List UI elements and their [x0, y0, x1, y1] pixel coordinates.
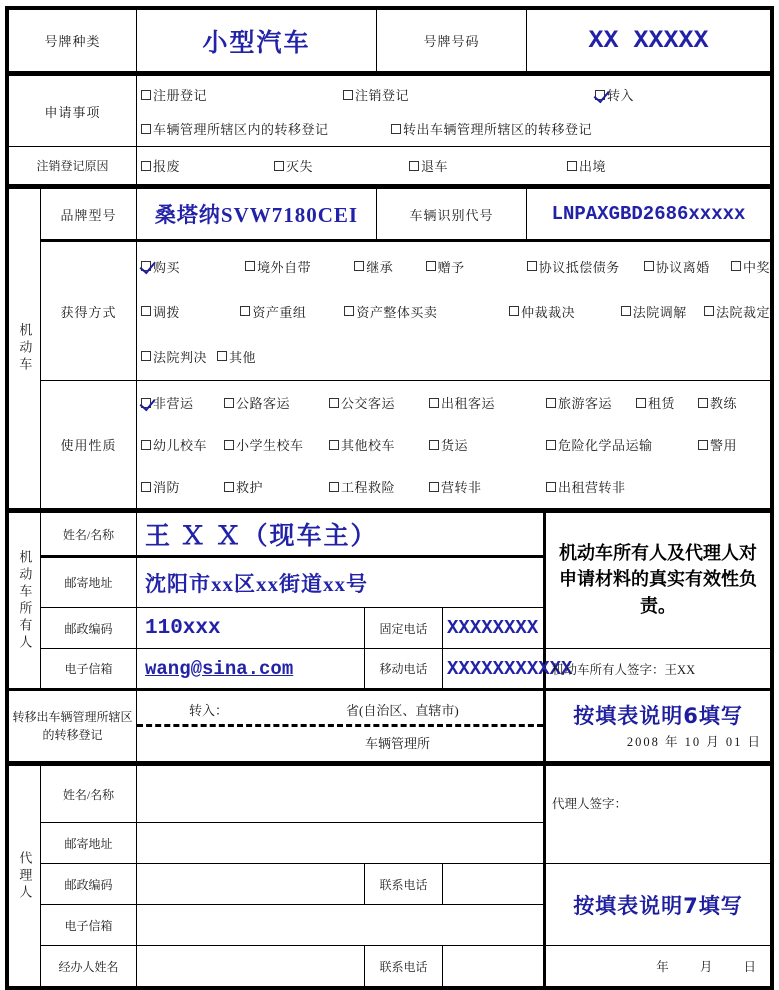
checkbox-box	[344, 306, 354, 316]
checkbox-rental[interactable]	[636, 393, 698, 412]
checkbox-asset-restructure[interactable]	[240, 302, 344, 321]
checkbox-label: 报废	[153, 159, 181, 174]
checkbox-label: 教练	[710, 396, 738, 411]
checkbox-non-operating[interactable]	[141, 393, 224, 412]
checkbox-label: 继承	[366, 259, 394, 275]
checkbox-label: 公路客运	[236, 396, 291, 411]
checkbox-register[interactable]	[141, 85, 343, 104]
checkbox-court-mediation[interactable]	[621, 302, 704, 321]
vin-cell[interactable]	[527, 189, 771, 241]
owner-address-cell[interactable]	[137, 557, 545, 608]
checkbox-label: 货运	[441, 438, 469, 453]
agent-side-label: 代理人	[17, 850, 33, 902]
agent-postcode-label: 邮政编码	[41, 864, 137, 905]
checkbox-debt-settlement[interactable]	[527, 257, 644, 276]
checkbox-label: 法院裁定	[715, 304, 770, 320]
checkbox-court-judgment[interactable]	[141, 347, 217, 366]
owner-side-label-cell	[9, 513, 41, 690]
checkbox-freight[interactable]	[429, 435, 546, 454]
checkbox-intra-transfer[interactable]	[141, 119, 391, 138]
checkbox-label: 出租营转非	[558, 480, 626, 495]
agent-address-label: 邮寄地址	[41, 823, 137, 864]
agent-name-label: 姓名/名称	[41, 766, 137, 823]
checkbox-box	[621, 306, 631, 316]
vehicle-side-label-cell	[9, 189, 41, 509]
owner-postcode-cell[interactable]	[137, 608, 365, 649]
checkbox-box	[429, 398, 439, 408]
checkbox-box	[329, 398, 339, 408]
checkbox-label: 仲裁裁决	[521, 304, 576, 320]
checkbox-box	[329, 440, 339, 450]
vehicle-side-label: 机动车	[17, 323, 33, 374]
checkbox-label: 公交客运	[341, 396, 396, 411]
checkbox-label: 车辆管理所辖区内的转移登记	[153, 122, 329, 137]
owner-postcode-label: 邮政编码	[41, 608, 137, 649]
checkbox-inherit[interactable]	[354, 257, 425, 276]
checkbox-box	[329, 482, 339, 492]
owner-address-label: 邮寄地址	[41, 557, 137, 608]
checkbox-taxi-passenger[interactable]	[429, 393, 546, 412]
owner-tel-label: 固定电话	[365, 608, 443, 649]
transfer-out-cell[interactable]	[137, 690, 545, 762]
owner-tel-cell[interactable]	[443, 608, 545, 649]
agent-handler-label: 经办人姓名	[41, 946, 137, 987]
checkbox-box	[141, 440, 151, 450]
checkbox-box	[274, 161, 284, 171]
date-year-unit: 年	[664, 735, 680, 749]
checkbox-highway-passenger[interactable]	[224, 393, 329, 412]
transfer-out-date	[546, 730, 770, 752]
checkbox-cancel[interactable]	[343, 85, 595, 104]
agent-note: 按填表说明7填写	[573, 893, 743, 918]
province-label: 省(自治区、直辖市)	[346, 703, 459, 718]
agent-side-label-cell	[9, 766, 41, 987]
owner-postcode-value: 110xxx	[145, 616, 221, 640]
owner-signature-cell[interactable]	[545, 649, 771, 690]
checkbox-label: 租赁	[648, 396, 676, 411]
checkbox-box	[527, 261, 537, 271]
checkbox-box	[391, 124, 401, 134]
plate-number-label: 号牌号码	[377, 10, 527, 72]
checkbox-label: 幼儿校车	[153, 438, 208, 453]
transfer-out-note: 按填表说明6填写	[573, 704, 743, 728]
agent-date	[546, 955, 770, 977]
agent-note-cell	[545, 864, 771, 946]
date-day: 01	[725, 735, 743, 749]
checkbox-label: 出境	[579, 159, 607, 174]
plate-number-cell[interactable]	[527, 10, 771, 72]
checkbox-box	[224, 440, 234, 450]
owner-email-label: 电子信箱	[41, 649, 137, 690]
checkbox-box	[429, 440, 439, 450]
owner-signature-value: 王XX	[664, 662, 696, 677]
checkbox-box	[698, 440, 708, 450]
checkbox-label: 购买	[153, 259, 181, 275]
owner-name-label: 姓名/名称	[41, 513, 137, 557]
checkbox-asset-sale[interactable]	[344, 302, 509, 321]
checkbox-divorce-agreement[interactable]	[644, 257, 731, 276]
transfer-in-label: 转入：	[189, 703, 229, 718]
checkbox-scrap[interactable]	[141, 156, 274, 175]
checkbox-box	[546, 440, 556, 450]
date-day-unit: 日	[747, 735, 762, 749]
agent-handler-phone-label: 联系电话	[365, 946, 443, 987]
owner-mobile-value: XXXXXXXXXXX	[447, 657, 573, 680]
checkbox-label: 工程救险	[341, 480, 396, 495]
checkbox-label: 协议离婚	[655, 259, 710, 275]
plate-block	[5, 6, 774, 75]
declaration-cell	[545, 513, 771, 649]
checkbox-label: 营转非	[441, 480, 482, 495]
plate-type-cell[interactable]	[137, 10, 377, 72]
agent-phone-label: 联系电话	[365, 864, 443, 905]
checkbox-tourism-passenger[interactable]	[546, 393, 636, 412]
checkbox-gift[interactable]	[426, 257, 527, 276]
application-label: 申请事项	[9, 76, 137, 147]
acquire-items-cell	[137, 241, 771, 381]
checkbox-operating-to-non[interactable]	[429, 477, 546, 496]
checkbox-label: 转出车辆管理所辖区的转移登记	[403, 122, 593, 137]
cancel-reason-items-cell	[137, 147, 771, 185]
agent-signature-cell[interactable]	[545, 766, 771, 864]
checkbox-label: 救护	[236, 480, 264, 495]
agent-address-cell[interactable]	[137, 823, 545, 864]
checkbox-hazardous-transport[interactable]	[546, 435, 698, 454]
checkbox-primary-school-bus[interactable]	[224, 435, 329, 454]
agent-date-cell	[545, 946, 771, 987]
acquire-label: 获得方式	[41, 241, 137, 381]
checkbox-label: 法院判决	[153, 349, 208, 365]
checkbox-box-checked	[595, 90, 605, 100]
checkbox-box	[141, 90, 151, 100]
checkbox-label: 危险化学品运输	[558, 438, 653, 453]
checkbox-other-acquire[interactable]	[217, 347, 256, 366]
vin-label: 车辆识别代号	[377, 189, 527, 241]
checkbox-label: 退车	[421, 159, 449, 174]
transfer-out-label: 转移出车辆管理所辖区的转移登记	[9, 690, 137, 762]
transfer-out-top	[137, 694, 543, 724]
owner-mobile-cell[interactable]	[443, 649, 573, 690]
brand-cell[interactable]	[137, 189, 377, 241]
checkbox-box	[567, 161, 577, 171]
checkbox-engineering-rescue[interactable]	[329, 477, 429, 496]
checkbox-box	[426, 261, 436, 271]
owner-address-value: 沈阳市xx区xx街道xx号	[145, 571, 368, 596]
checkbox-box	[141, 482, 151, 492]
owner-email-value: wang@sina.com	[145, 657, 294, 680]
owner-signature-label: 机动车所有人签字：	[552, 662, 665, 677]
checkbox-lottery[interactable]	[731, 257, 770, 276]
checkbox-transfer-in[interactable]	[595, 85, 634, 104]
checkbox-label: 协议抵偿债务	[538, 259, 620, 275]
agent-date-month-unit: 月	[699, 960, 715, 974]
checkbox-label: 消防	[153, 480, 181, 495]
checkbox-box	[731, 261, 741, 271]
checkbox-exit-country[interactable]	[567, 156, 606, 175]
checkbox-taxi-operating-to-non[interactable]	[546, 477, 626, 496]
checkbox-return[interactable]	[409, 156, 567, 175]
checkbox-label: 注销登记	[355, 88, 410, 103]
checkbox-label: 小学生校车	[236, 438, 304, 453]
plate-type-label: 号牌种类	[9, 10, 137, 72]
checkbox-label: 资产重组	[252, 304, 307, 320]
usage-label: 使用性质	[41, 381, 137, 509]
transfer-out-bottom	[137, 727, 543, 758]
checkbox-box	[636, 398, 646, 408]
agent-block	[5, 765, 774, 990]
checkbox-label: 其他	[229, 349, 257, 365]
checkbox-box	[644, 261, 654, 271]
owner-name-value: 王 Ｘ Ｘ（现车主）	[145, 523, 378, 550]
application-items-cell	[137, 76, 771, 147]
checkbox-label: 资产整体买卖	[356, 304, 438, 320]
checkbox-ambulance[interactable]	[224, 477, 329, 496]
owner-tel-value: XXXXXXXX	[447, 617, 539, 639]
checkbox-label: 中奖	[742, 259, 770, 275]
checkbox-other-school-bus[interactable]	[329, 435, 429, 454]
date-month: 10	[684, 735, 702, 749]
checkbox-label: 旅游客运	[558, 396, 613, 411]
agent-handler-phone-cell[interactable]	[443, 946, 545, 987]
checkbox-bus-passenger[interactable]	[329, 393, 429, 412]
checkbox-box	[141, 306, 151, 316]
brand-value: 桑塔纳SVW7180CEI	[154, 203, 359, 227]
checkbox-firefighting[interactable]	[141, 477, 224, 496]
vin-value: LNPAXGBD2686xxxxx	[551, 203, 746, 225]
checkbox-box	[224, 398, 234, 408]
checkbox-box	[429, 482, 439, 492]
agent-postcode-cell[interactable]	[137, 864, 365, 905]
checkbox-label: 非营运	[153, 396, 194, 411]
checkbox-box	[409, 161, 419, 171]
checkbox-kindergarten-bus[interactable]	[141, 435, 224, 454]
checkbox-brought-overseas[interactable]	[245, 257, 354, 276]
vehicle-office-label: 车辆管理所	[365, 736, 431, 751]
checkbox-box	[141, 161, 151, 171]
agent-handler-cell[interactable]	[137, 946, 365, 987]
checkbox-box	[141, 124, 151, 134]
date-month-unit: 月	[706, 735, 721, 749]
declaration-text: 机动车所有人及代理人对申请材料的真实有效性负责。	[559, 543, 758, 617]
agent-date-year-unit: 年	[656, 960, 671, 974]
agent-signature-label: 代理人签字：	[552, 797, 628, 811]
owner-email-cell[interactable]	[137, 649, 365, 690]
owner-signature-line	[546, 657, 770, 681]
checkbox-box-checked	[141, 261, 151, 271]
checkbox-box	[698, 398, 708, 408]
brand-label: 品牌型号	[41, 189, 137, 241]
vehicle-block	[5, 188, 774, 512]
checkbox-box	[217, 351, 227, 361]
checkbox-court-ruling[interactable]	[704, 302, 770, 321]
owner-name-cell[interactable]	[137, 513, 545, 557]
plate-number-value: XX XXXXX	[588, 26, 709, 55]
checkbox-label: 灭失	[286, 159, 314, 174]
owner-mobile-label: 移动电话	[365, 649, 443, 690]
checkbox-label: 调拨	[153, 304, 181, 320]
checkbox-police[interactable]	[698, 435, 737, 454]
checkbox-box	[546, 398, 556, 408]
owner-side-label: 机动车所有人	[17, 549, 33, 652]
checkbox-outof-transfer[interactable]	[391, 119, 592, 138]
checkbox-label: 赠予	[437, 259, 465, 275]
agent-phone-cell[interactable]	[443, 864, 545, 905]
checkbox-box	[704, 306, 714, 316]
checkbox-label: 出租客运	[441, 396, 496, 411]
checkbox-box	[224, 482, 234, 492]
transfer-out-note-cell	[545, 690, 771, 762]
checkbox-label: 其他校车	[341, 438, 396, 453]
checkbox-box-checked	[141, 398, 151, 408]
checkbox-label: 注册登记	[153, 88, 208, 103]
checkbox-box	[343, 90, 353, 100]
agent-date-day-unit: 日	[743, 960, 758, 974]
checkbox-label: 境外自带	[257, 259, 312, 275]
date-year: 2008	[626, 735, 660, 749]
checkbox-box	[354, 261, 364, 271]
checkbox-label: 转入	[607, 88, 635, 103]
checkbox-lost[interactable]	[274, 156, 409, 175]
checkbox-label: 警用	[710, 438, 738, 453]
checkbox-allocation[interactable]	[141, 302, 240, 321]
usage-items-cell	[137, 381, 771, 509]
agent-name-cell[interactable]	[137, 766, 545, 823]
agent-email-label: 电子信箱	[41, 905, 137, 946]
checkbox-box	[546, 482, 556, 492]
checkbox-arbitration[interactable]	[509, 302, 621, 321]
checkbox-label: 法院调解	[632, 304, 687, 320]
owner-block	[5, 512, 774, 765]
checkbox-coach[interactable]	[698, 393, 737, 412]
cancel-reason-label: 注销登记原因	[9, 147, 137, 185]
checkbox-box	[240, 306, 250, 316]
checkbox-purchase[interactable]	[141, 257, 245, 276]
checkbox-box	[509, 306, 519, 316]
agent-email-cell[interactable]	[137, 905, 545, 946]
checkbox-box	[141, 351, 151, 361]
application-block	[5, 75, 774, 188]
plate-type-value: 小型汽车	[202, 29, 311, 57]
checkbox-box	[245, 261, 255, 271]
